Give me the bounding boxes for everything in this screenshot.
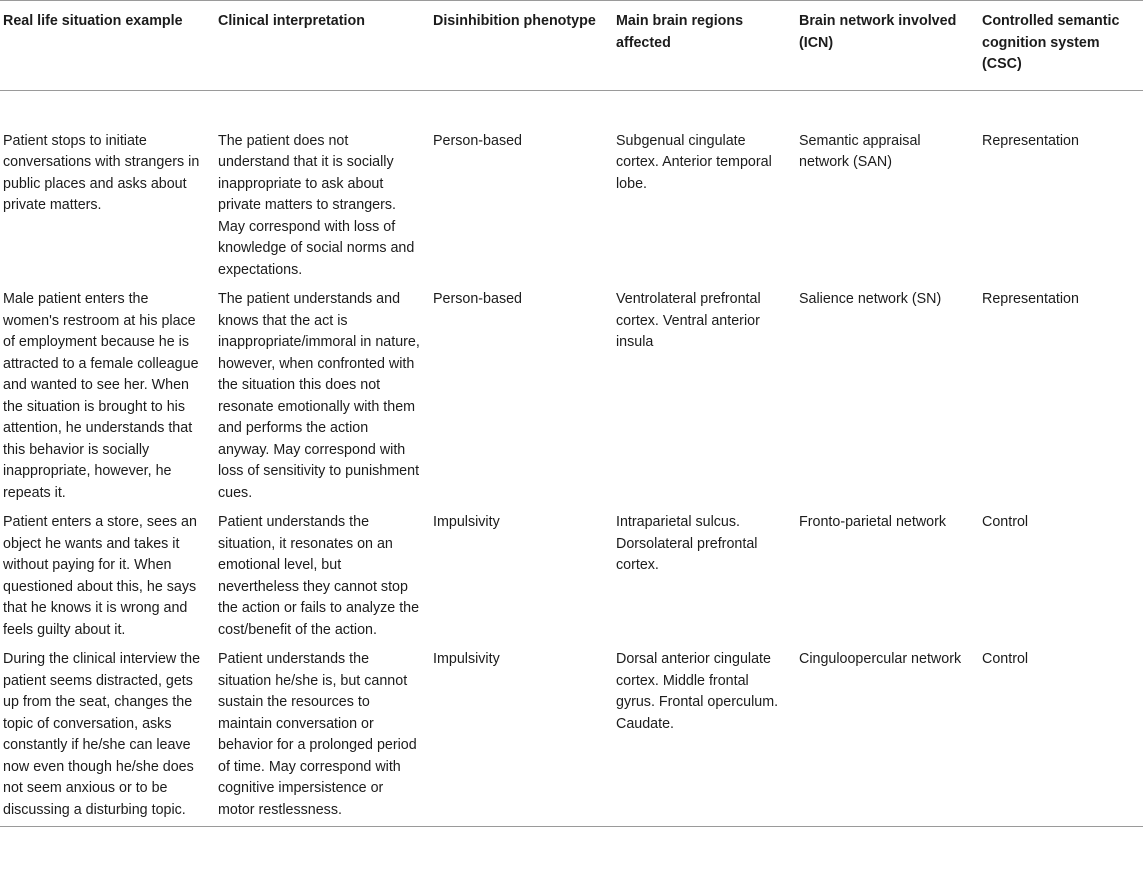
table-row bbox=[0, 509, 1143, 646]
table-row bbox=[0, 646, 1143, 827]
cell-regions: Intraparietal sulcus. Dorsolateral prefrontal cortex. bbox=[616, 514, 758, 573]
cell-phenotype: Impulsivity bbox=[433, 651, 500, 667]
table-header bbox=[0, 1, 1143, 91]
cell-network: Cinguloopercular network bbox=[799, 651, 962, 667]
cell-situation: Patient enters a store, sees an object he wants and takes it without paying for it. When questioned about this, he says that he knows it is wrong and feels guilty about it. bbox=[3, 514, 197, 638]
table-row bbox=[0, 90, 1143, 286]
cell-csc: Representation bbox=[982, 291, 1079, 307]
cell-situation: During the clinical interview the patient seems distracted, gets up from the seat, changes the topic of conversation, asks constantly if he/she can leave now even though he/she does not seem anxious or to be discussing a disturbing topic. bbox=[3, 651, 201, 818]
cell-interpretation: The patient understands and knows that the act is inappropriate/immoral in nature, however, when confronted with the situation this does not resonate emotionally with them and performs the action anyway. May correspond with loss of sensitivity to punishment cues. bbox=[218, 291, 420, 501]
header-network: Brain network involved (ICN) bbox=[799, 13, 957, 51]
cell-csc: Control bbox=[982, 651, 1029, 667]
cell-interpretation: Patient understands the situation he/she is, but cannot sustain the resources to maintain conversation or behavior for a prolonged period of time. May correspond with cognitive impersistence or motor restlessness. bbox=[218, 651, 417, 818]
cell-regions: Dorsal anterior cingulate cortex. Middle frontal gyrus. Frontal operculum. Caudate. bbox=[616, 651, 779, 732]
table-row bbox=[0, 286, 1143, 509]
header-csc: Controlled semantic cognition system (CSC) bbox=[982, 13, 1120, 72]
cell-situation: Patient stops to initiate conversations with strangers in public places and asks about private matters. bbox=[3, 132, 200, 213]
cell-regions: Subgenual cingulate cortex. Anterior temporal lobe. bbox=[616, 132, 772, 192]
header-row bbox=[0, 1, 1143, 91]
header-regions: Main brain regions affected bbox=[616, 13, 744, 51]
cell-phenotype: Impulsivity bbox=[433, 514, 500, 530]
table-body bbox=[0, 90, 1143, 827]
cell-situation: Male patient enters the women's restroom at his place of employment because he is attracted to a female colleague and wanted to see her. When the situation is brought to his attention, he understands that this behavior is socially inappropriate, however, he repeats it. bbox=[3, 291, 199, 501]
cell-network: Semantic appraisal network (SAN) bbox=[799, 132, 921, 170]
cell-csc: Control bbox=[982, 514, 1029, 530]
header-interpretation: Clinical interpretation bbox=[218, 13, 365, 29]
cell-csc: Representation bbox=[982, 132, 1079, 149]
cell-network: Salience network (SN) bbox=[799, 291, 942, 307]
cell-phenotype: Person-based bbox=[433, 132, 523, 149]
cell-regions: Ventrolateral prefrontal cortex. Ventral anterior insula bbox=[616, 291, 761, 350]
cell-interpretation: The patient does not understand that it is socially inappropriate to ask about private matters to strangers. May correspond with loss of knowledge of social norms and expectations. bbox=[218, 132, 415, 278]
cell-interpretation: Patient understands the situation, it resonates on an emotional level, but nevertheless they cannot stop the action or fails to analyze the cost/benefit of the action. bbox=[218, 514, 420, 638]
header-phenotype: Disinhibition phenotype bbox=[433, 13, 596, 29]
cell-phenotype: Person-based bbox=[433, 291, 523, 307]
header-situation: Real life situation example bbox=[3, 13, 183, 29]
cell-network: Fronto-parietal network bbox=[799, 514, 947, 530]
